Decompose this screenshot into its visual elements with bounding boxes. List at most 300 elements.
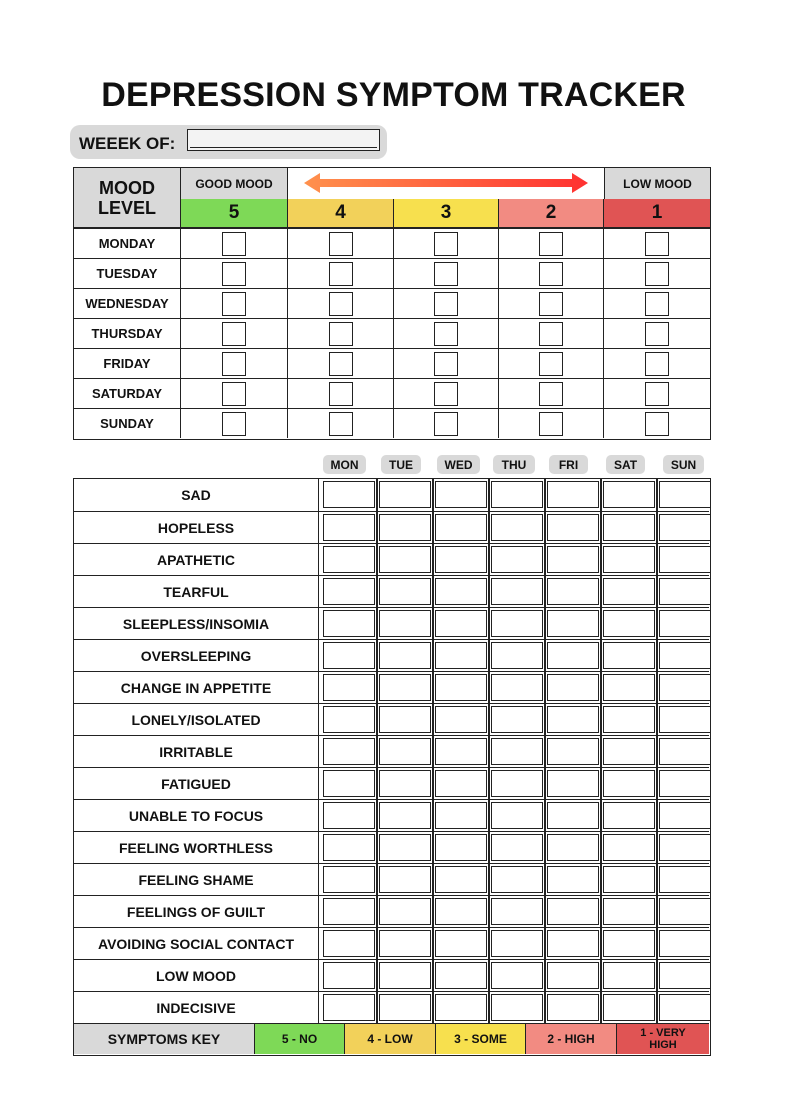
symptom-checkbox-sun[interactable]: [659, 546, 711, 573]
column-divider: [656, 511, 658, 544]
column-divider: [656, 927, 658, 960]
symptom-checkbox-sun[interactable]: [659, 642, 711, 669]
mood-cell: [288, 288, 394, 318]
symptom-checkbox-mon[interactable]: [323, 578, 375, 605]
column-divider: [488, 607, 490, 640]
mood-cell: [604, 378, 710, 408]
column-divider: [600, 543, 602, 576]
column-divider: [544, 703, 546, 736]
symptom-checkbox-sun[interactable]: [659, 674, 711, 701]
column-divider: [600, 831, 602, 864]
symptom-checkbox-mon[interactable]: [323, 770, 375, 797]
mood-checkbox[interactable]: [329, 232, 353, 256]
mood-scale-arrow: [288, 168, 604, 199]
symptom-label: CHANGE IN APPETITE: [74, 672, 319, 703]
symptom-checkbox-wed[interactable]: [435, 802, 487, 829]
column-divider: [544, 927, 546, 960]
column-divider: [488, 863, 490, 896]
column-divider: [488, 959, 490, 992]
mood-cell: [604, 318, 710, 348]
column-divider: [544, 543, 546, 576]
symptom-checkbox-tue[interactable]: [379, 930, 431, 957]
symptom-checkbox-sat[interactable]: [603, 898, 655, 925]
symptom-checkbox-sun[interactable]: [659, 802, 711, 829]
symptom-checkbox-mon[interactable]: [323, 642, 375, 669]
column-divider: [600, 607, 602, 640]
mood-checkbox[interactable]: [645, 322, 669, 346]
symptom-checkbox-thu[interactable]: [491, 546, 543, 573]
mood-cell: [499, 348, 604, 378]
symptom-label: FEELING SHAME: [74, 864, 319, 895]
mood-checkbox[interactable]: [645, 382, 669, 406]
mood-checkbox[interactable]: [222, 352, 246, 376]
mood-cell: [394, 378, 499, 408]
symptom-checkbox-wed[interactable]: [435, 706, 487, 733]
day-header-mon: MON: [323, 455, 366, 474]
mood-cell: [181, 258, 288, 288]
mood-checkbox[interactable]: [645, 412, 669, 436]
symptom-label: FATIGUED: [74, 768, 319, 799]
mood-checkbox[interactable]: [539, 322, 563, 346]
page-title: DEPRESSION SYMPTOM TRACKER: [101, 76, 686, 114]
symptom-row: [74, 575, 709, 607]
column-divider: [488, 478, 490, 511]
symptom-checkbox-tue[interactable]: [379, 866, 431, 893]
column-divider: [656, 639, 658, 672]
symptom-checkbox-mon[interactable]: [323, 514, 375, 541]
column-divider: [376, 831, 378, 864]
mood-checkbox[interactable]: [434, 292, 458, 316]
mood-level-table: [73, 167, 711, 440]
symptom-checkbox-sat[interactable]: [603, 770, 655, 797]
column-divider: [432, 575, 434, 608]
mood-checkbox[interactable]: [645, 232, 669, 256]
mood-cell: [181, 318, 288, 348]
mood-checkbox[interactable]: [329, 322, 353, 346]
mood-cell: [604, 348, 710, 378]
symptom-checkbox-thu[interactable]: [491, 610, 543, 637]
column-divider: [600, 511, 602, 544]
symptoms-key-item: 1 - VERY HIGH: [617, 1024, 709, 1054]
symptom-checkbox-sun[interactable]: [659, 738, 711, 765]
symptom-checkbox-wed[interactable]: [435, 642, 487, 669]
mood-cell: [604, 258, 710, 288]
column-divider: [432, 543, 434, 576]
mood-checkbox[interactable]: [222, 262, 246, 286]
symptom-checkbox-thu[interactable]: [491, 866, 543, 893]
symptom-checkbox-wed[interactable]: [435, 930, 487, 957]
symptom-checkbox-mon[interactable]: [323, 610, 375, 637]
symptom-label: SAD: [74, 479, 319, 511]
symptom-checkbox-tue[interactable]: [379, 898, 431, 925]
column-divider: [376, 895, 378, 928]
symptom-checkbox-sat[interactable]: [603, 674, 655, 701]
column-divider: [600, 639, 602, 672]
symptom-label: TEARFUL: [74, 576, 319, 607]
symptom-checkbox-wed[interactable]: [435, 514, 487, 541]
mood-checkbox[interactable]: [222, 382, 246, 406]
column-divider: [488, 735, 490, 768]
symptom-checkbox-wed[interactable]: [435, 546, 487, 573]
mood-level-5: 5: [181, 199, 288, 228]
mood-cell: [181, 348, 288, 378]
column-divider: [600, 895, 602, 928]
symptom-checkbox-tue[interactable]: [379, 674, 431, 701]
column-divider: [432, 959, 434, 992]
mood-cell: [499, 378, 604, 408]
symptom-checkbox-fri[interactable]: [547, 481, 599, 508]
mood-cell: [181, 228, 288, 258]
mood-checkbox[interactable]: [645, 352, 669, 376]
column-divider: [656, 831, 658, 864]
column-divider: [544, 575, 546, 608]
symptom-checkbox-wed[interactable]: [435, 770, 487, 797]
mood-checkbox[interactable]: [434, 382, 458, 406]
column-divider: [432, 478, 434, 511]
column-divider: [376, 511, 378, 544]
symptom-checkbox-thu[interactable]: [491, 481, 543, 508]
mood-checkbox[interactable]: [645, 292, 669, 316]
mood-checkbox[interactable]: [539, 292, 563, 316]
column-divider: [488, 639, 490, 672]
column-divider: [656, 959, 658, 992]
symptom-checkbox-thu[interactable]: [491, 930, 543, 957]
mood-day-label: MONDAY: [74, 228, 181, 258]
symptom-checkbox-wed[interactable]: [435, 962, 487, 989]
symptom-checkbox-mon[interactable]: [323, 898, 375, 925]
symptom-checkbox-tue[interactable]: [379, 834, 431, 861]
mood-checkbox[interactable]: [434, 232, 458, 256]
mood-checkbox[interactable]: [539, 412, 563, 436]
column-divider: [376, 735, 378, 768]
symptom-label: UNABLE TO FOCUS: [74, 800, 319, 831]
symptom-row: [74, 991, 709, 1023]
symptom-checkbox-tue[interactable]: [379, 738, 431, 765]
symptom-row: [74, 799, 709, 831]
symptom-checkbox-sun[interactable]: [659, 481, 711, 508]
mood-cell: [604, 228, 710, 258]
mood-checkbox[interactable]: [222, 232, 246, 256]
symptom-checkbox-sun[interactable]: [659, 610, 711, 637]
symptom-checkbox-tue[interactable]: [379, 610, 431, 637]
symptom-checkbox-tue[interactable]: [379, 962, 431, 989]
symptom-checkbox-mon[interactable]: [323, 481, 375, 508]
symptom-checkbox-wed[interactable]: [435, 610, 487, 637]
mood-level-2: 2: [499, 199, 604, 228]
column-divider: [544, 639, 546, 672]
mood-checkbox[interactable]: [329, 292, 353, 316]
mood-cell: [499, 408, 604, 438]
column-divider: [488, 543, 490, 576]
symptom-checkbox-sun[interactable]: [659, 994, 711, 1021]
symptom-checkbox-mon[interactable]: [323, 738, 375, 765]
symptom-row: [74, 511, 709, 543]
symptom-checkbox-sun[interactable]: [659, 866, 711, 893]
column-divider: [656, 991, 658, 1024]
column-divider: [600, 863, 602, 896]
column-divider: [600, 767, 602, 800]
mood-checkbox[interactable]: [329, 412, 353, 436]
mood-day-label: SATURDAY: [74, 378, 181, 408]
symptom-checkbox-thu[interactable]: [491, 994, 543, 1021]
symptom-checkbox-sat[interactable]: [603, 642, 655, 669]
symptom-checkbox-sat[interactable]: [603, 834, 655, 861]
mood-checkbox[interactable]: [222, 322, 246, 346]
column-divider: [376, 607, 378, 640]
symptom-checkbox-mon[interactable]: [323, 994, 375, 1021]
symptom-checkbox-thu[interactable]: [491, 738, 543, 765]
symptom-label: AVOIDING SOCIAL CONTACT: [74, 928, 319, 959]
mood-cell: [499, 318, 604, 348]
symptoms-key-item: 2 - HIGH: [526, 1024, 617, 1054]
symptom-checkbox-mon[interactable]: [323, 834, 375, 861]
mood-cell: [394, 348, 499, 378]
symptom-checkbox-wed[interactable]: [435, 834, 487, 861]
symptom-label: SLEEPLESS/INSOMIA: [74, 608, 319, 639]
symptom-checkbox-sat[interactable]: [603, 802, 655, 829]
column-divider: [488, 831, 490, 864]
column-divider: [488, 927, 490, 960]
symptom-label: APATHETIC: [74, 544, 319, 575]
symptom-checkbox-sat[interactable]: [603, 738, 655, 765]
mood-cell: [181, 288, 288, 318]
column-divider: [432, 511, 434, 544]
column-divider: [488, 991, 490, 1024]
symptom-checkbox-tue[interactable]: [379, 802, 431, 829]
symptom-row: [74, 831, 709, 863]
mood-checkbox[interactable]: [434, 412, 458, 436]
mood-day-label: TUESDAY: [74, 258, 181, 288]
mood-cell: [288, 228, 394, 258]
symptom-checkbox-fri[interactable]: [547, 706, 599, 733]
symptom-checkbox-tue[interactable]: [379, 546, 431, 573]
column-divider: [376, 959, 378, 992]
symptom-checkbox-sat[interactable]: [603, 546, 655, 573]
symptom-checkbox-thu[interactable]: [491, 706, 543, 733]
mood-cell: [604, 288, 710, 318]
symptom-checkbox-fri[interactable]: [547, 930, 599, 957]
symptom-checkbox-thu[interactable]: [491, 898, 543, 925]
column-divider: [488, 767, 490, 800]
mood-level-4: 4: [288, 199, 394, 228]
symptom-checkbox-wed[interactable]: [435, 578, 487, 605]
symptom-checkbox-mon[interactable]: [323, 866, 375, 893]
mood-cell: [288, 408, 394, 438]
symptom-label: HOPELESS: [74, 512, 319, 543]
symptom-checkbox-thu[interactable]: [491, 514, 543, 541]
mood-checkbox[interactable]: [539, 232, 563, 256]
column-divider: [544, 895, 546, 928]
symptom-checkbox-fri[interactable]: [547, 578, 599, 605]
symptom-checkbox-fri[interactable]: [547, 674, 599, 701]
column-divider: [656, 575, 658, 608]
symptom-checkbox-fri[interactable]: [547, 994, 599, 1021]
symptom-checkbox-sat[interactable]: [603, 578, 655, 605]
symptom-checkbox-sat[interactable]: [603, 962, 655, 989]
column-divider: [488, 703, 490, 736]
symptom-checkbox-wed[interactable]: [435, 481, 487, 508]
column-divider: [600, 991, 602, 1024]
symptom-checkbox-fri[interactable]: [547, 834, 599, 861]
column-divider: [432, 991, 434, 1024]
column-divider: [376, 991, 378, 1024]
symptom-checkbox-tue[interactable]: [379, 514, 431, 541]
symptom-checkbox-sat[interactable]: [603, 610, 655, 637]
symptom-checkbox-sun[interactable]: [659, 930, 711, 957]
week-of-field[interactable]: [187, 129, 380, 151]
symptom-checkbox-fri[interactable]: [547, 866, 599, 893]
symptom-checkbox-mon[interactable]: [323, 930, 375, 957]
symptom-checkbox-wed[interactable]: [435, 994, 487, 1021]
mood-cell: [394, 318, 499, 348]
mood-checkbox[interactable]: [329, 352, 353, 376]
mood-checkbox[interactable]: [434, 322, 458, 346]
symptom-checkbox-tue[interactable]: [379, 578, 431, 605]
day-header-sat: SAT: [606, 455, 645, 474]
low-mood-label: LOW MOOD: [604, 168, 710, 199]
symptom-row: [74, 543, 709, 575]
symptom-checkbox-fri[interactable]: [547, 610, 599, 637]
column-divider: [544, 735, 546, 768]
symptom-checkbox-sun[interactable]: [659, 962, 711, 989]
symptom-checkbox-mon[interactable]: [323, 802, 375, 829]
column-divider: [544, 671, 546, 704]
mood-checkbox[interactable]: [539, 352, 563, 376]
column-divider: [656, 863, 658, 896]
mood-cell: [288, 318, 394, 348]
symptom-checkbox-thu[interactable]: [491, 642, 543, 669]
mood-level-header-line2: LEVEL: [97, 197, 156, 218]
symptom-checkbox-wed[interactable]: [435, 898, 487, 925]
symptoms-key-row: [74, 1023, 709, 1054]
symptom-checkbox-mon[interactable]: [323, 706, 375, 733]
symptom-checkbox-mon[interactable]: [323, 546, 375, 573]
mood-cell: [394, 288, 499, 318]
symptom-checkbox-sat[interactable]: [603, 930, 655, 957]
symptom-checkbox-thu[interactable]: [491, 802, 543, 829]
column-divider: [544, 607, 546, 640]
symptom-checkbox-fri[interactable]: [547, 802, 599, 829]
symptom-checkbox-tue[interactable]: [379, 770, 431, 797]
symptom-label: OVERSLEEPING: [74, 640, 319, 671]
mood-checkbox[interactable]: [434, 352, 458, 376]
symptom-checkbox-sun[interactable]: [659, 514, 711, 541]
symptom-checkbox-mon[interactable]: [323, 674, 375, 701]
symptom-label: INDECISIVE: [74, 992, 319, 1023]
symptoms-key-label: SYMPTOMS KEY: [74, 1024, 255, 1054]
column-divider: [376, 543, 378, 576]
column-divider: [656, 671, 658, 704]
symptom-checkbox-fri[interactable]: [547, 962, 599, 989]
symptom-row: [74, 639, 709, 671]
symptom-checkbox-thu[interactable]: [491, 834, 543, 861]
symptom-checkbox-tue[interactable]: [379, 642, 431, 669]
mood-checkbox[interactable]: [645, 262, 669, 286]
symptom-checkbox-sun[interactable]: [659, 834, 711, 861]
mood-day-label: SUNDAY: [74, 408, 181, 438]
symptom-checkbox-thu[interactable]: [491, 770, 543, 797]
column-divider: [432, 671, 434, 704]
column-divider: [432, 863, 434, 896]
symptom-checkbox-sun[interactable]: [659, 578, 711, 605]
symptom-checkbox-thu[interactable]: [491, 962, 543, 989]
symptoms-table: [73, 478, 711, 1056]
symptoms-key-item: 5 - NO: [255, 1024, 345, 1054]
symptom-checkbox-sun[interactable]: [659, 706, 711, 733]
column-divider: [600, 478, 602, 511]
column-divider: [600, 959, 602, 992]
mood-cell: [499, 288, 604, 318]
symptom-checkbox-wed[interactable]: [435, 866, 487, 893]
symptom-checkbox-wed[interactable]: [435, 738, 487, 765]
column-divider: [656, 767, 658, 800]
symptom-row: [74, 959, 709, 991]
mood-level-3: 3: [394, 199, 499, 228]
mood-checkbox[interactable]: [539, 262, 563, 286]
symptom-checkbox-fri[interactable]: [547, 770, 599, 797]
mood-checkbox[interactable]: [434, 262, 458, 286]
symptom-checkbox-tue[interactable]: [379, 706, 431, 733]
symptom-checkbox-thu[interactable]: [491, 674, 543, 701]
column-divider: [656, 543, 658, 576]
column-divider: [600, 703, 602, 736]
symptom-row: [74, 479, 709, 511]
symptom-checkbox-sun[interactable]: [659, 898, 711, 925]
mood-checkbox[interactable]: [539, 382, 563, 406]
symptom-checkbox-sat[interactable]: [603, 994, 655, 1021]
symptom-checkbox-sat[interactable]: [603, 706, 655, 733]
column-divider: [656, 895, 658, 928]
mood-cell: [288, 258, 394, 288]
mood-checkbox[interactable]: [329, 382, 353, 406]
symptom-checkbox-fri[interactable]: [547, 642, 599, 669]
day-header-fri: FRI: [549, 455, 588, 474]
double-arrow-icon: [288, 168, 604, 199]
symptom-row: [74, 607, 709, 639]
mood-checkbox[interactable]: [222, 292, 246, 316]
column-divider: [488, 799, 490, 832]
symptom-row: [74, 767, 709, 799]
symptom-checkbox-thu[interactable]: [491, 578, 543, 605]
symptom-checkbox-sat[interactable]: [603, 514, 655, 541]
symptom-checkbox-fri[interactable]: [547, 738, 599, 765]
symptom-checkbox-sat[interactable]: [603, 481, 655, 508]
symptom-label: FEELING WORTHLESS: [74, 832, 319, 863]
mood-level-1: 1: [604, 199, 710, 228]
symptom-checkbox-fri[interactable]: [547, 514, 599, 541]
column-divider: [376, 863, 378, 896]
symptoms-key-item: 3 - SOME: [436, 1024, 526, 1054]
symptom-checkbox-tue[interactable]: [379, 994, 431, 1021]
column-divider: [432, 895, 434, 928]
symptom-checkbox-sun[interactable]: [659, 770, 711, 797]
good-mood-label: GOOD MOOD: [181, 168, 288, 199]
symptom-checkbox-wed[interactable]: [435, 674, 487, 701]
column-divider: [600, 799, 602, 832]
column-divider: [544, 863, 546, 896]
symptom-checkbox-mon[interactable]: [323, 962, 375, 989]
mood-checkbox[interactable]: [222, 412, 246, 436]
column-divider: [432, 831, 434, 864]
symptom-checkbox-fri[interactable]: [547, 546, 599, 573]
symptom-checkbox-tue[interactable]: [379, 481, 431, 508]
symptom-label: LOW MOOD: [74, 960, 319, 991]
column-divider: [376, 671, 378, 704]
mood-checkbox[interactable]: [329, 262, 353, 286]
symptom-checkbox-fri[interactable]: [547, 898, 599, 925]
symptom-row: [74, 703, 709, 735]
symptom-checkbox-sat[interactable]: [603, 866, 655, 893]
